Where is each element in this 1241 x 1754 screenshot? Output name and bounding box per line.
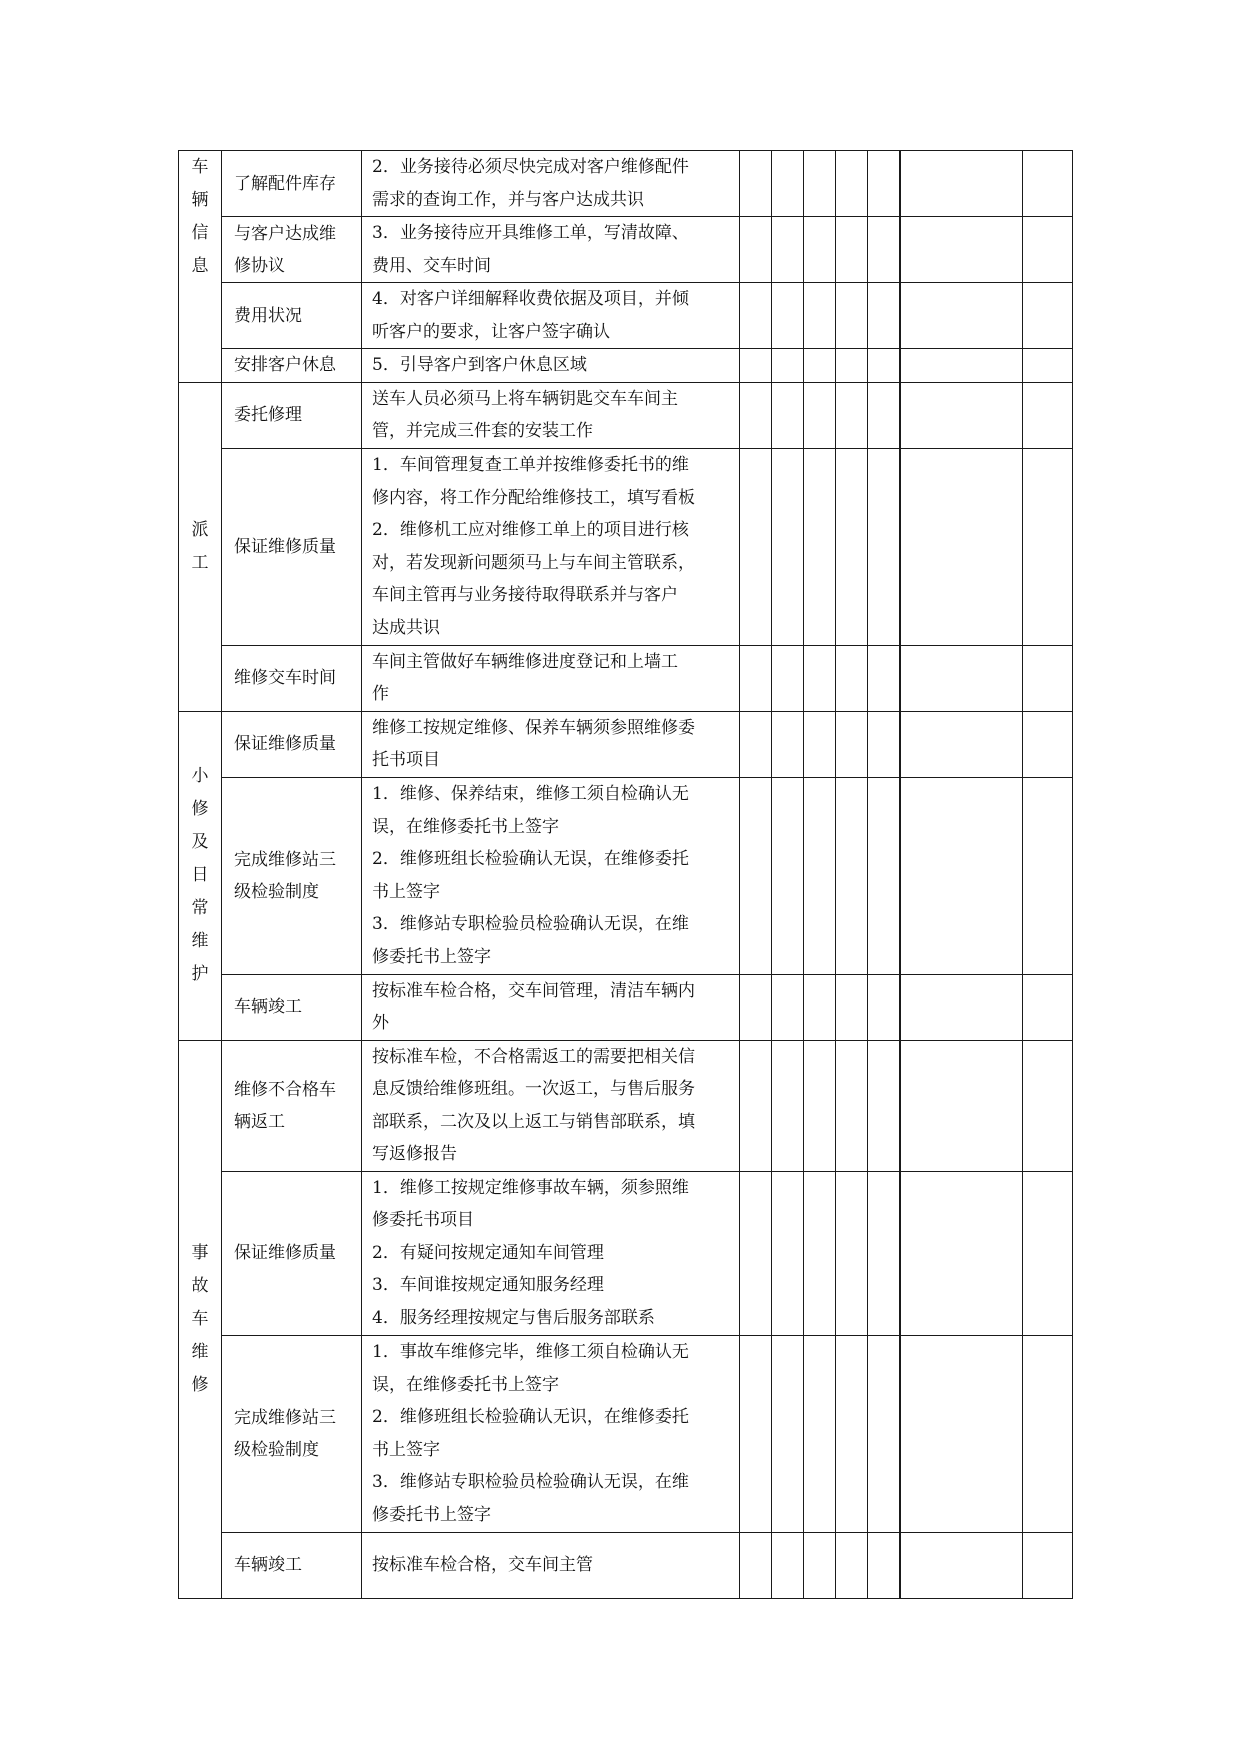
check-cell[interactable] — [740, 1171, 772, 1335]
remark-cell[interactable] — [900, 777, 1023, 974]
table-row — [179, 382, 1073, 448]
requirement-cell — [362, 283, 740, 349]
step-item-cell — [222, 349, 362, 383]
check-cell[interactable] — [740, 349, 772, 383]
check-cell[interactable] — [836, 1532, 868, 1598]
step-item-cell — [222, 1335, 362, 1532]
signature-cell[interactable] — [1023, 283, 1073, 349]
check-cell[interactable] — [868, 448, 900, 645]
check-cell[interactable] — [740, 974, 772, 1040]
signature-cell[interactable] — [1023, 349, 1073, 383]
requirement-line: 2．维修班组长检验确认无误，在维修委托 — [372, 849, 689, 869]
requirement-line: 4．对客户详细解释收费依据及项目，并倾 — [372, 289, 689, 309]
requirement-line: 2．有疑问按规定通知车间管理 — [372, 1242, 604, 1263]
check-cell[interactable] — [804, 1532, 836, 1598]
check-cell[interactable] — [772, 974, 804, 1040]
step-item-cell — [222, 283, 362, 349]
table-row — [179, 151, 1073, 217]
table-row — [179, 1171, 1073, 1335]
check-cell[interactable] — [868, 645, 900, 711]
check-cell[interactable] — [772, 283, 804, 349]
table-row — [179, 974, 1073, 1040]
check-cell[interactable] — [740, 777, 772, 974]
requirement-line: 送车人员必须马上将车辆钥匙交车车间主 — [372, 388, 678, 409]
check-cell[interactable] — [868, 349, 900, 383]
check-cell[interactable] — [836, 777, 868, 974]
step-item-label: 完成维修站三级检验制度 — [234, 1407, 336, 1460]
requirement-line: 3．车间谁按规定通知服务经理 — [372, 1275, 604, 1296]
check-cell[interactable] — [740, 448, 772, 645]
requirement-cell — [362, 1335, 740, 1532]
inspection-table-sheet — [178, 150, 1072, 1594]
step-item-label: 与客户达成维修协议 — [234, 223, 336, 276]
requirement-line: 修委托书上签字 — [372, 946, 491, 967]
requirement-line: 1．车间管理复查工单并按维修委托书的维 — [372, 455, 689, 475]
requirement-line: 误，在维修委托书上签字 — [372, 1374, 559, 1395]
step-item-label: 维修不合格车辆返工 — [234, 1079, 336, 1132]
check-cell[interactable] — [740, 217, 772, 283]
check-cell[interactable] — [836, 283, 868, 349]
check-cell[interactable] — [804, 151, 836, 217]
table-row — [179, 448, 1073, 645]
check-cell[interactable] — [868, 974, 900, 1040]
check-cell[interactable] — [868, 217, 900, 283]
check-cell[interactable] — [772, 1335, 804, 1532]
remark-cell[interactable] — [900, 382, 1023, 448]
section-label-cell — [179, 151, 222, 383]
remark-cell[interactable] — [900, 1335, 1023, 1532]
requirement-line: 误，在维修委托书上签字 — [372, 816, 559, 837]
requirement-line: 需求的查询工作，并与客户达成共识 — [372, 189, 644, 210]
remark-cell[interactable] — [900, 1171, 1023, 1335]
requirement-cell — [362, 448, 740, 645]
step-item-cell — [222, 1532, 362, 1598]
requirement-line: 1．维修工按规定维修事故车辆，须参照维 — [372, 1177, 689, 1198]
requirement-line: 车间主管做好车辆维修进度登记和上墙工 — [372, 651, 678, 672]
requirement-line: 按标准车检合格，交车间主管 — [372, 1554, 593, 1575]
requirement-line: 听客户的要求，让客户签字确认 — [372, 321, 610, 342]
check-cell[interactable] — [740, 283, 772, 349]
requirement-cell — [362, 1171, 740, 1335]
step-item-cell — [222, 1040, 362, 1171]
signature-cell[interactable] — [1023, 645, 1073, 711]
step-item-label: 车辆竣工 — [234, 997, 302, 1017]
check-cell[interactable] — [836, 645, 868, 711]
step-item-label: 费用状况 — [234, 305, 302, 326]
check-cell[interactable] — [804, 349, 836, 383]
check-cell[interactable] — [804, 1040, 836, 1171]
check-cell[interactable] — [772, 1532, 804, 1598]
step-item-label: 保证维修质量 — [234, 1243, 336, 1263]
check-cell[interactable] — [772, 382, 804, 448]
check-cell[interactable] — [868, 1171, 900, 1335]
requirement-line: 4．服务经理按规定与售后服务部联系 — [372, 1307, 655, 1328]
requirement-line: 部联系，二次及以上返工与销售部联系，填 — [372, 1111, 695, 1132]
check-cell[interactable] — [804, 217, 836, 283]
maintenance-checklist-table — [178, 150, 1073, 1599]
signature-cell[interactable] — [1023, 217, 1073, 283]
requirement-line: 修委托书项目 — [372, 1210, 474, 1231]
check-cell[interactable] — [868, 711, 900, 777]
check-cell[interactable] — [836, 1171, 868, 1335]
remark-cell[interactable] — [900, 448, 1023, 645]
signature-cell[interactable] — [1023, 777, 1073, 974]
remark-cell[interactable] — [900, 217, 1023, 283]
check-cell[interactable] — [772, 448, 804, 645]
check-cell[interactable] — [836, 1335, 868, 1532]
step-item-cell — [222, 1171, 362, 1335]
check-cell[interactable] — [772, 349, 804, 383]
requirement-cell — [362, 645, 740, 711]
check-cell[interactable] — [804, 1335, 836, 1532]
check-cell[interactable] — [836, 349, 868, 383]
remark-cell[interactable] — [900, 645, 1023, 711]
requirement-line: 书上签字 — [372, 1439, 440, 1460]
step-item-cell — [222, 711, 362, 777]
requirement-line: 车间主管再与业务接待取得联系并与客户 — [372, 585, 678, 605]
check-cell[interactable] — [740, 711, 772, 777]
requirement-line: 维修工按规定维修、保养车辆须参照维修委 — [372, 717, 695, 738]
requirement-cell — [362, 777, 740, 974]
step-item-label: 安排客户休息 — [234, 355, 336, 376]
check-cell[interactable] — [836, 382, 868, 448]
section-label: 事故车维修 — [191, 1242, 209, 1395]
requirement-cell — [362, 711, 740, 777]
requirement-line: 管，并完成三件套的安装工作 — [372, 421, 593, 441]
table-row — [179, 349, 1073, 383]
remark-cell[interactable] — [900, 151, 1023, 217]
check-cell[interactable] — [804, 645, 836, 711]
requirement-line: 3．业务接待应开具维修工单，写清故障、 — [372, 223, 689, 243]
check-cell[interactable] — [836, 217, 868, 283]
check-cell[interactable] — [740, 1335, 772, 1532]
check-cell[interactable] — [868, 151, 900, 217]
step-item-cell — [222, 777, 362, 974]
table-row — [179, 777, 1073, 974]
check-cell[interactable] — [804, 777, 836, 974]
check-cell[interactable] — [740, 645, 772, 711]
check-cell[interactable] — [836, 448, 868, 645]
check-cell[interactable] — [772, 151, 804, 217]
check-cell[interactable] — [836, 974, 868, 1040]
requirement-line: 息反馈给维修班组。一次返工，与售后服务 — [372, 1079, 695, 1099]
requirement-line: 5．引导客户到客户休息区域 — [372, 355, 587, 375]
requirement-line: 作 — [372, 684, 389, 704]
table-row — [179, 1335, 1073, 1532]
requirement-line: 2．维修班组长检验确认无识，在维修委托 — [372, 1407, 689, 1427]
signature-cell[interactable] — [1023, 151, 1073, 217]
check-cell[interactable] — [836, 1040, 868, 1171]
check-cell[interactable] — [740, 1040, 772, 1171]
requirement-line: 托书项目 — [372, 750, 440, 770]
signature-cell[interactable] — [1023, 974, 1073, 1040]
requirement-line: 3．维修站专职检验员检验确认无误，在维 — [372, 1472, 689, 1492]
step-item-cell — [222, 151, 362, 217]
requirement-cell — [362, 349, 740, 383]
check-cell[interactable] — [772, 777, 804, 974]
check-cell[interactable] — [868, 1532, 900, 1598]
requirement-line: 外 — [372, 1013, 389, 1033]
signature-cell[interactable] — [1023, 1532, 1073, 1598]
section-label-cell — [179, 1040, 222, 1598]
remark-cell[interactable] — [900, 349, 1023, 383]
requirement-cell — [362, 974, 740, 1040]
requirement-line: 修委托书上签字 — [372, 1504, 491, 1525]
requirement-line: 费用、交车时间 — [372, 255, 491, 276]
table-row — [179, 217, 1073, 283]
check-cell[interactable] — [804, 283, 836, 349]
requirement-cell — [362, 382, 740, 448]
check-cell[interactable] — [868, 1335, 900, 1532]
signature-cell[interactable] — [1023, 711, 1073, 777]
table-body — [179, 151, 1073, 1599]
check-cell[interactable] — [772, 645, 804, 711]
step-item-label: 车辆竣工 — [234, 1555, 302, 1575]
table-row — [179, 1532, 1073, 1598]
remark-cell[interactable] — [900, 1040, 1023, 1171]
step-item-cell — [222, 217, 362, 283]
requirement-cell — [362, 217, 740, 283]
step-item-label: 完成维修站三级检验制度 — [234, 849, 336, 902]
check-cell[interactable] — [804, 1171, 836, 1335]
section-label-cell — [179, 711, 222, 1040]
step-item-label: 维修交车时间 — [234, 668, 336, 688]
signature-cell[interactable] — [1023, 1040, 1073, 1171]
requirement-line: 1．事故车维修完毕，维修工须自检确认无 — [372, 1342, 689, 1362]
section-label-cell — [179, 382, 222, 711]
requirement-line: 修内容，将工作分配给维修技工，填写看板 — [372, 487, 695, 508]
signature-cell[interactable] — [1023, 382, 1073, 448]
section-label: 小修及日常维护 — [191, 766, 209, 984]
step-item-label: 保证维修质量 — [234, 734, 336, 754]
table-row — [179, 283, 1073, 349]
check-cell[interactable] — [868, 382, 900, 448]
check-cell[interactable] — [868, 283, 900, 349]
check-cell[interactable] — [740, 382, 772, 448]
signature-cell[interactable] — [1023, 448, 1073, 645]
remark-cell[interactable] — [900, 974, 1023, 1040]
step-item-cell — [222, 382, 362, 448]
step-item-cell — [222, 645, 362, 711]
check-cell[interactable] — [836, 711, 868, 777]
check-cell[interactable] — [772, 1171, 804, 1335]
check-cell[interactable] — [804, 448, 836, 645]
step-item-label: 了解配件库存 — [234, 173, 336, 194]
step-item-label: 保证维修质量 — [234, 536, 336, 557]
remark-cell[interactable] — [900, 711, 1023, 777]
requirement-cell — [362, 1532, 740, 1598]
check-cell[interactable] — [772, 217, 804, 283]
check-cell[interactable] — [772, 711, 804, 777]
check-cell[interactable] — [836, 151, 868, 217]
requirement-line: 达成共识 — [372, 617, 440, 638]
requirement-cell — [362, 151, 740, 217]
section-label: 车辆信息 — [191, 157, 209, 276]
requirement-line: 3．维修站专职检验员检验确认无误，在维 — [372, 914, 689, 934]
remark-cell[interactable] — [900, 1532, 1023, 1598]
signature-cell[interactable] — [1023, 1171, 1073, 1335]
signature-cell[interactable] — [1023, 1335, 1073, 1532]
table-row — [179, 1040, 1073, 1171]
check-cell[interactable] — [804, 711, 836, 777]
requirement-line: 书上签字 — [372, 881, 440, 902]
check-cell[interactable] — [868, 1040, 900, 1171]
check-cell[interactable] — [740, 1532, 772, 1598]
table-row — [179, 645, 1073, 711]
step-item-cell — [222, 448, 362, 645]
remark-cell[interactable] — [900, 283, 1023, 349]
requirement-line: 对，若发现新问题须马上与车间主管联系， — [372, 552, 695, 573]
check-cell[interactable] — [804, 382, 836, 448]
check-cell[interactable] — [740, 151, 772, 217]
check-cell[interactable] — [772, 1040, 804, 1171]
step-item-cell — [222, 974, 362, 1040]
requirement-line: 2．维修机工应对维修工单上的项目进行核 — [372, 520, 689, 540]
check-cell[interactable] — [868, 777, 900, 974]
requirement-line: 按标准车检合格，交车间管理，清洁车辆内 — [372, 980, 695, 1001]
check-cell[interactable] — [804, 974, 836, 1040]
requirement-line: 按标准车检，不合格需返工的需要把相关信 — [372, 1046, 695, 1067]
section-label: 派工 — [191, 519, 209, 573]
requirement-line: 写返修报告 — [372, 1144, 457, 1164]
requirement-cell — [362, 1040, 740, 1171]
requirement-line: 1．维修、保养结束，维修工须自检确认无 — [372, 784, 689, 804]
requirement-line: 2．业务接待必须尽快完成对客户维修配件 — [372, 157, 689, 177]
table-row — [179, 711, 1073, 777]
step-item-label: 委托修理 — [234, 405, 302, 425]
